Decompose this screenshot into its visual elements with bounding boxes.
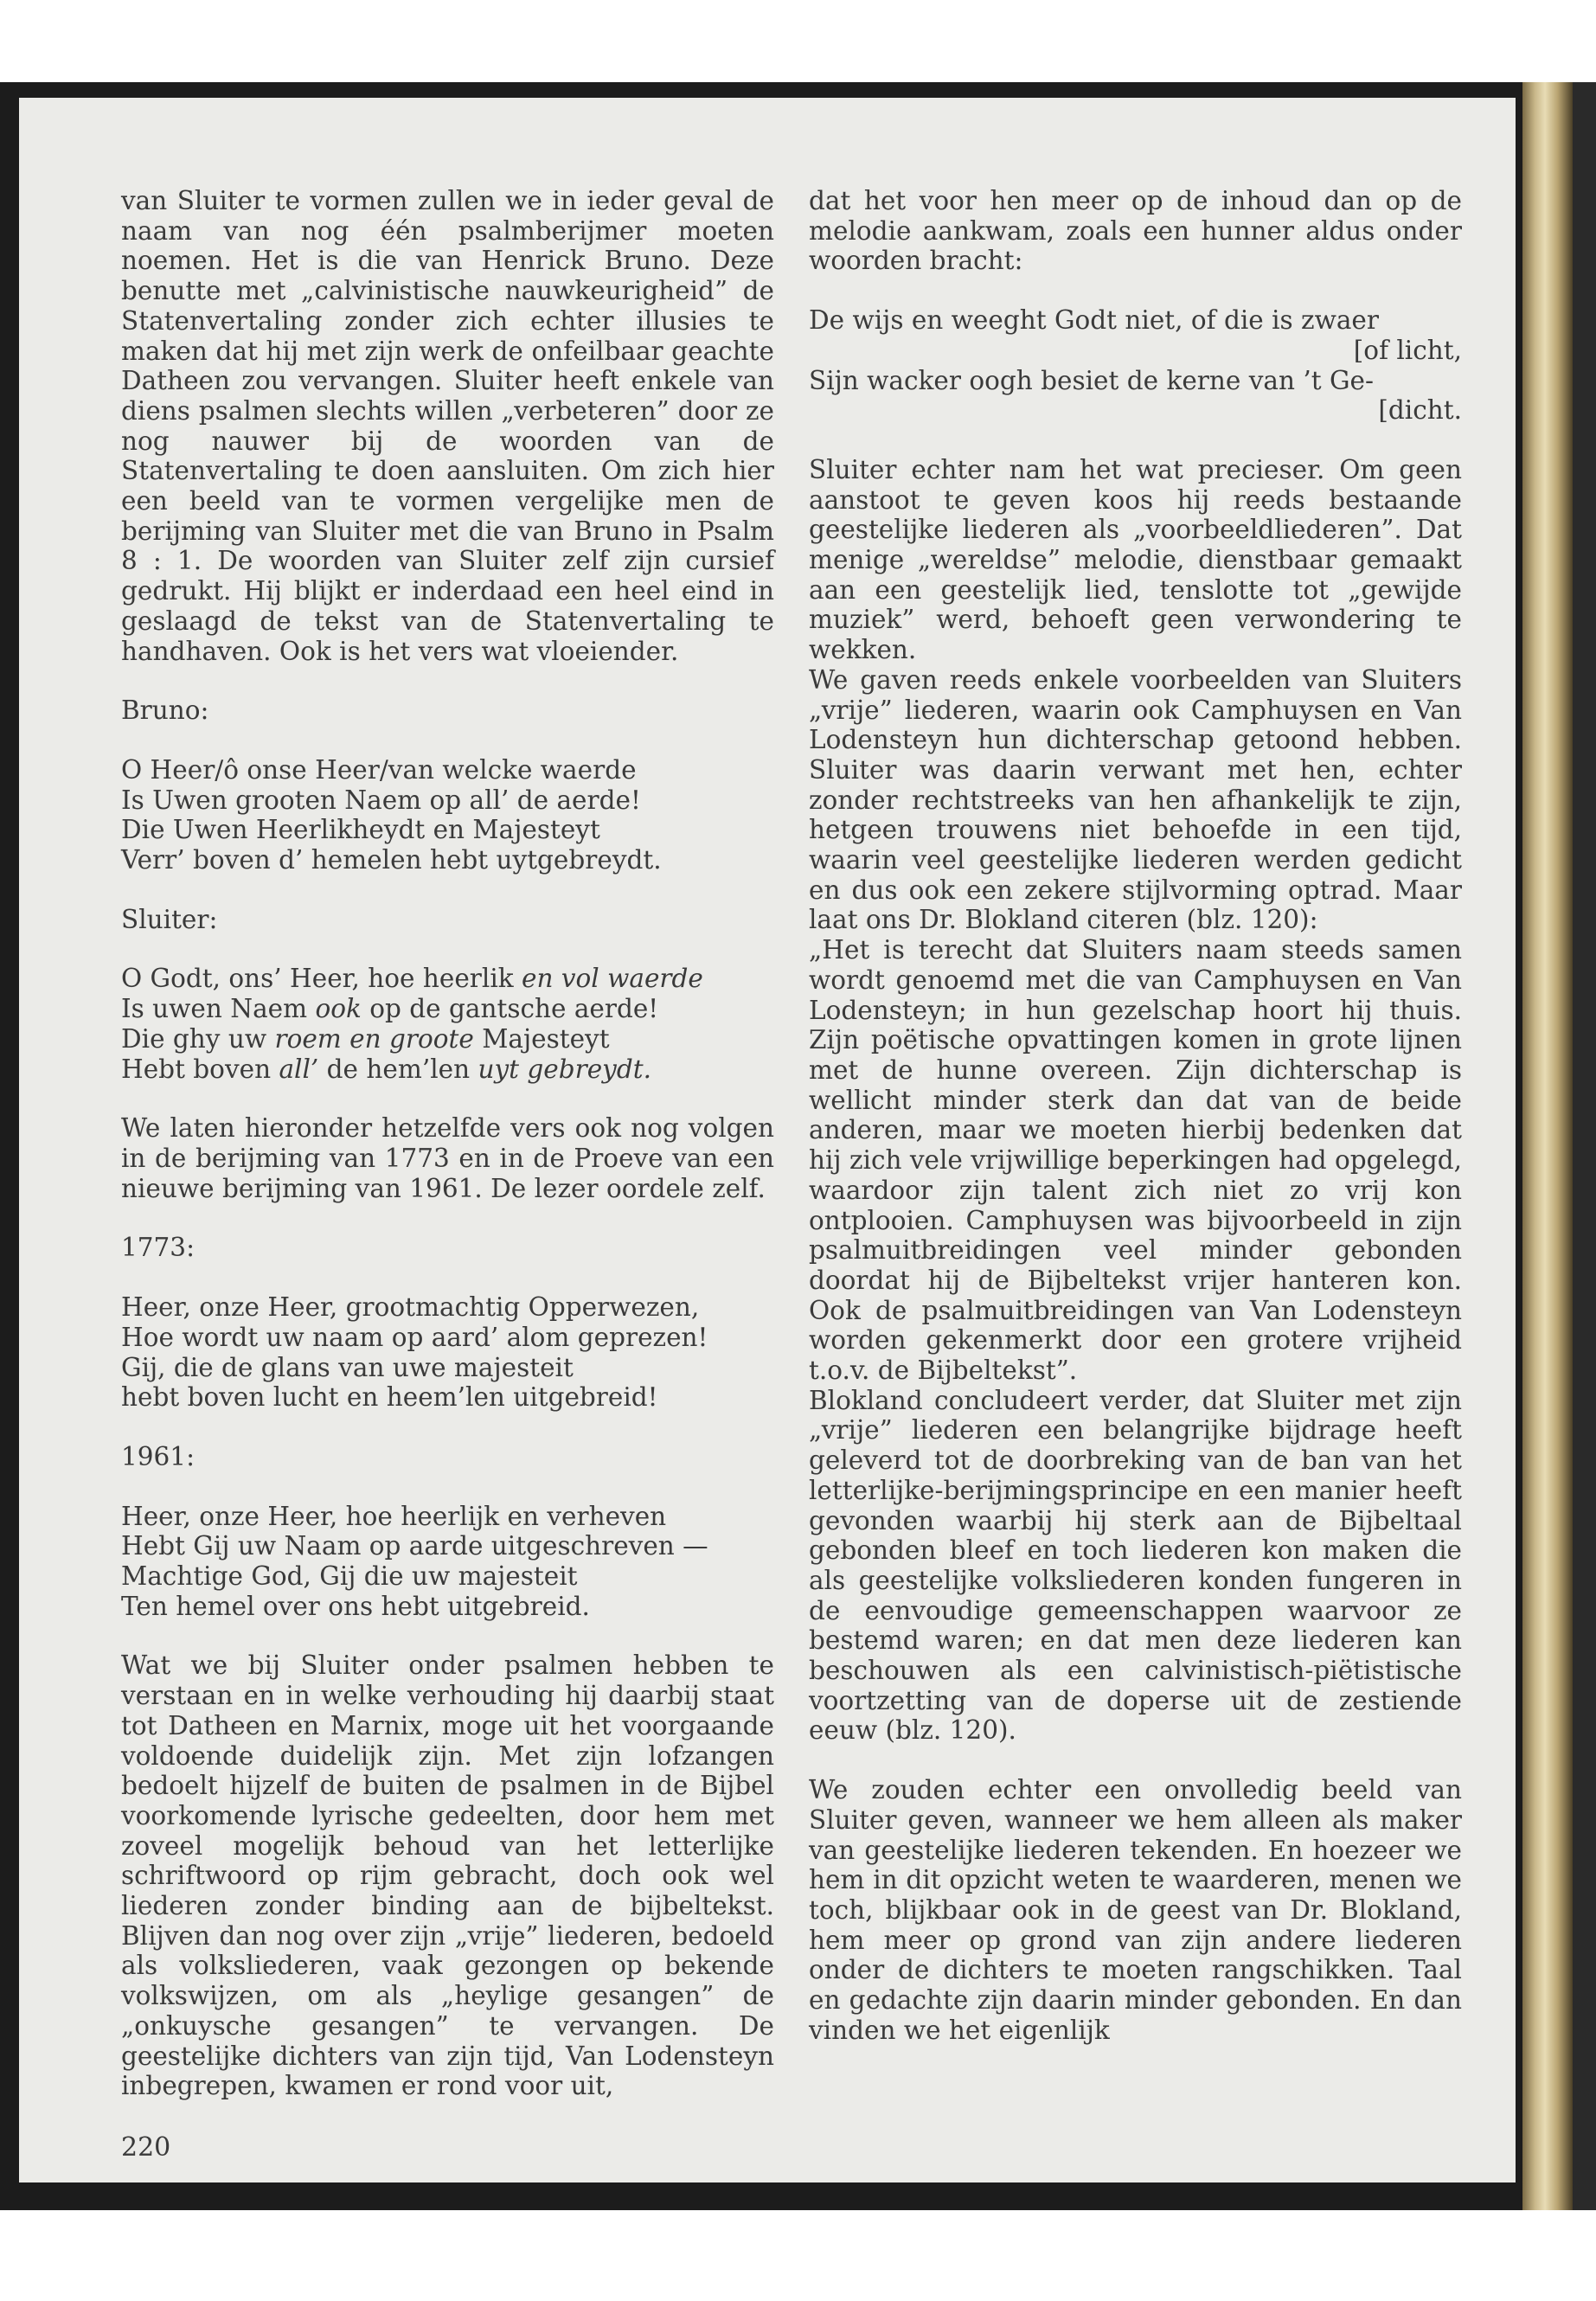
book-spine xyxy=(1522,82,1573,2210)
left-paragraph-2: We laten hieronder hetzelfde vers ook nog volgen in de berijming van 1773 en in de Proeve van een nieuwe berijming van 1961. De lezer oordele zelf. xyxy=(121,1113,774,1203)
verse-line: Heer, onze Heer, grootmachtig Opperwezen, xyxy=(121,1292,700,1323)
verse-line: Hebt boven all’ de hem’len uyt gebreydt. xyxy=(121,1054,651,1084)
verse-line: Hoe wordt uw naam op aard’ alom geprezen! xyxy=(121,1322,708,1352)
block-quote xyxy=(809,305,1462,426)
verse-line: Heer, onze Heer, hoe heerlijk en verheven xyxy=(121,1501,667,1531)
left-paragraph-3: Wat we bij Sluiter onder psalmen hebben te verstaan en in welke verhouding hij daarbij staat tot Datheen en Marnix, moge uit het voorgaande voldoende duidelijk zijn. Met zijn lofzangen bedoelt hijzelf de buiten de psalmen in de Bijbel voorkomende lyrische gedeelten, door hem met zoveel mogelijk behoud van het letterlijke schriftwoord op rijm gebracht, doch ook wel liederen zonder binding aan de bijbeltekst. Blijven dan nog over zijn „vrije” liederen, bedoeld als volksliederen, vaak gezongen op bekende volkswijzen, om als „heylige gesangen” de „onkuysche gesangen” te vervangen. De geestelijke dichters van zijn tijd, Van Lodensteyn inbegrepen, kwamen er rond voor uit, xyxy=(121,1650,774,2101)
left-paragraph-1: van Sluiter te vormen zullen we in ieder geval de naam van nog één psalmberijmer moeten noemen. Het is die van Henrick Bruno. Deze benutte met „calvinistische nauwkeurigheid” de Statenvertaling zonder zich echter illusies te maken dat hij met zijn werk de onfeilbaar geachte Datheen zou vervangen. Sluiter heeft enkele van diens psalmen slechts willen „verbeteren” door ze nog nauwer bij de woorden van de Statenvertaling te doen aansluiten. Om zich hier een beeld van te vormen vergelijke men de berijming van Sluiter met die van Bruno in Psalm 8 : 1. De woorden van Sluiter zelf zijn cursief gedrukt. Hij blijkt er inderdaad een heel eind in geslaagd de tekst van de Statenvertaling te handhaven. Ook is het vers wat vloeiender. xyxy=(121,186,774,666)
quote-line-continuation: [dicht. xyxy=(1378,395,1462,426)
right-paragraph-6: We zouden echter een onvolledig beeld van Sluiter geven, wanneer we hem alleen als maker van geestelijke liederen tekenden. En hoezeer we hem in dit opzicht weten te waarderen, menen we toch, blijkbaar ook in de geest van Dr. Blokland, hem meer op grond van zijn andere liederen onder de dichters te moeten rangschikken. Taal en gedachte zijn daarin minder gebonden. En dan vinden we het eigenlijk xyxy=(809,1775,1462,2045)
verse-1773 xyxy=(121,1292,774,1413)
right-paragraph-4: „Het is terecht dat Sluiters naam steeds samen wordt genoemd met die van Camphuysen en Van Lodensteyn; in hun gezelschap hoort hij thuis. Zijn poëtische opvattingen komen in grote lijnen met de hunne overeen. Zijn dichterschap is wellicht minder sterk dan dat van de beide anderen, maar we moeten hierbij bedenken dat hij zich vele vrijwillige beperkingen had opgelegd, waardoor zijn talent zich niet zo vrij kon ontplooien. Camphuysen was bijvoorbeeld in zijn psalmuitbreidingen veel minder gebonden doordat hij de Bijbeltekst vrijer hanteren kon. Ook de psalmuitbreidingen van Van Lodensteyn worden gekenmerkt door een grotere vrijheid t.o.v. de Bijbeltekst”. xyxy=(809,935,1462,1386)
verse-line: Die ghy uw roem en groote Majesteyt xyxy=(121,1023,610,1054)
verse-line: Verr’ boven d’ hemelen hebt uytgebreydt. xyxy=(121,845,662,875)
right-paragraph-1: dat het voor hen meer op de inhoud dan op de melodie aankwam, zoals een hunner aldus onder woorden bracht: xyxy=(809,186,1462,276)
verse-line: Die Uwen Heerlikheydt en Majesteyt xyxy=(121,815,600,845)
quote-line: De wijs en weeght Godt niet, of die is zwaer xyxy=(809,305,1379,336)
verse-line: O Heer/ô onse Heer/van welcke waerde xyxy=(121,754,637,785)
bruno-verse xyxy=(121,755,774,875)
verse-line: Ten hemel over ons hebt uitgebreid. xyxy=(121,1591,590,1621)
verse-line: Gij, die de glans van uwe majesteit xyxy=(121,1352,574,1382)
label-1961: 1961: xyxy=(121,1441,195,1471)
verse-line: Is Uwen grooten Naem op all’ de aerde! xyxy=(121,785,641,815)
verse-line: Is uwen Naem ook op de gantsche aerde! xyxy=(121,994,659,1024)
left-column xyxy=(121,186,774,2101)
quote-line: Sijn wacker oogh besiet de kerne van ’t Ge- xyxy=(809,365,1374,395)
label-1773: 1773: xyxy=(121,1233,195,1263)
bruno-label: Bruno: xyxy=(121,695,209,726)
verse-1961 xyxy=(121,1502,774,1622)
quote-line-continuation: [of licht, xyxy=(1353,335,1462,365)
verse-line: hebt boven lucht en heem’len uitgebreid! xyxy=(121,1382,658,1413)
verse-line: Hebt Gij uw Naam op aarde uitgeschreven — xyxy=(121,1531,708,1561)
verse-line: Machtige God, Gij die uw majesteit xyxy=(121,1561,578,1592)
verse-line: O Godt, ons’ Heer, hoe heerlik en vol waerde xyxy=(121,964,703,994)
right-paragraph-3: We gaven reeds enkele voorbeelden van Sluiters „vrije” liederen, waarin ook Camphuysen en Van Lodensteyn hun dichterschap getoond hebben. Sluiter was daarin verwant met hen, echter zonder rechtstreeks van hen afhankelijk te zijn, hetgeen trouwens niet behoefde in een tijd, waarin veel geestelijke liederen werden gedicht en dus ook een zekere stijlvorming optrad. Maar laat ons Dr. Blokland citeren (blz. 120): xyxy=(809,664,1462,935)
right-paragraph-2: Sluiter echter nam het wat precieser. Om geen aanstoot te geven koos hij reeds bestaande geestelijke liederen als „voorbeeldliederen”. Dat menige „wereldse” melodie, dienstbaar gemaakt aan een geestelijk lied, tenslotte tot „gewijde muziek” werd, behoeft geen verwondering te wekken. xyxy=(809,454,1462,665)
right-column xyxy=(809,186,1462,2045)
book-spine-edge xyxy=(1573,82,1596,2210)
right-paragraph-5: Blokland concludeert verder, dat Sluiter met zijn „vrije” liederen een belangrijke bijdrage heeft geleverd tot de doorbreking van de ban van het letterlijke-berijmingsprincipe en een manier heeft gevonden waarbij hij sterk aan de Bijbeltaal gebonden bleef en toch liederen kon maken die als geestelijke volksliederen konden fungeren in de eenvoudige gemeenschappen waarvoor ze bestemd waren; en dat men deze liederen kan beschouwen als een calvinistisch-piëtistische voortzetting van de doperse uit de zestiende eeuw (blz. 120). xyxy=(809,1385,1462,1746)
page-number: 220 xyxy=(121,2132,171,2163)
sluiter-verse xyxy=(121,964,774,1084)
sluiter-label: Sluiter: xyxy=(121,904,218,934)
